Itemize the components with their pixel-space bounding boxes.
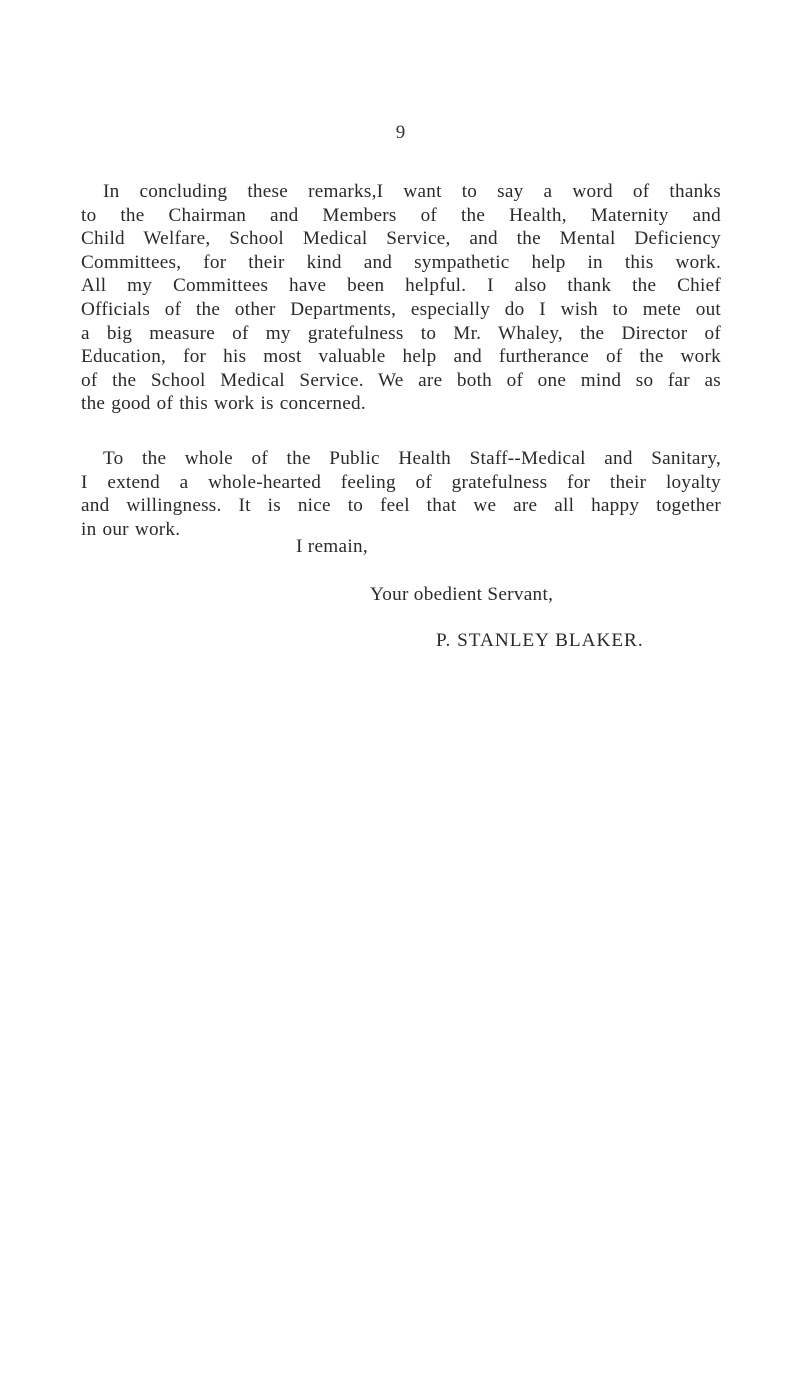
text-line: In concluding these remarks,I want to say a word of thanks: [103, 181, 721, 202]
text-line: to the Chairman and Members of the Health, Maternity and: [81, 204, 721, 226]
text-line: Committees, for their kind and sympathetic help in this work.: [81, 251, 721, 273]
paragraph-thanks: [81, 180, 721, 416]
text-line: All my Committees have been helpful. I also thank the Chief: [81, 275, 721, 297]
text-line: To the whole of the Public Health Staff--Medical and Sanitary,: [103, 448, 721, 469]
text-line: Child Welfare, School Medical Service, and the Mental Deficiency: [81, 228, 721, 250]
text-line: a big measure of my gratefulness to Mr. Whaley, the Director of: [81, 322, 721, 344]
text-line: in our work.: [81, 518, 181, 540]
signature: P. STANLEY BLAKER.: [436, 630, 644, 651]
text-line: of the School Medical Service. We are both of one mind so far as: [81, 369, 721, 391]
text-line: and willingness. It is nice to feel that we are all happy together: [81, 495, 721, 517]
text-line: Officials of the other Departments, especially do I wish to mete out: [81, 298, 721, 320]
text-line: I extend a whole-hearted feeling of gratefulness for their loyalty: [81, 471, 721, 493]
text-line: the good of this work is concerned.: [81, 393, 366, 415]
text-line: Education, for his most valuable help and furtherance of the work: [81, 346, 721, 368]
paragraph-staff: [81, 447, 721, 541]
closing-remain: I remain,: [296, 536, 368, 557]
page-number: 9: [395, 122, 406, 143]
closing-servant: Your obedient Servant,: [370, 584, 554, 605]
